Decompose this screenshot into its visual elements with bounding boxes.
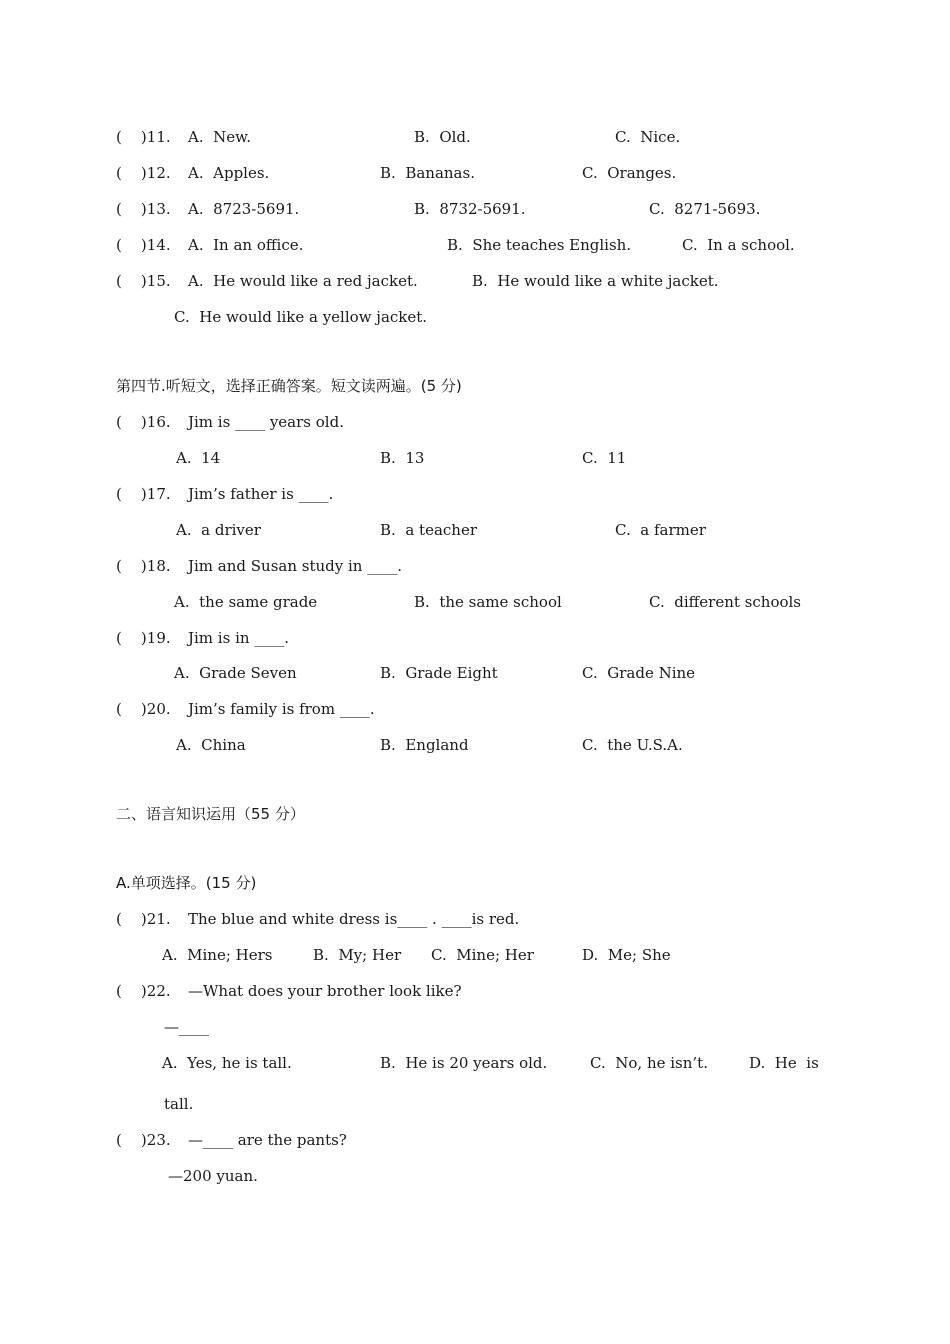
q13-number: ( )13. (116, 200, 171, 218)
q17-option-a: A. a driver (176, 521, 261, 539)
q19-number: ( )19. (116, 629, 171, 647)
q13-option-c: C. 8271-5693. (649, 200, 761, 218)
q12-option-a: A. Apples. (188, 164, 270, 182)
q21-option-c: C. Mine; Her (431, 946, 534, 964)
q13-option-b: B. 8732-5691. (414, 200, 526, 218)
q17-option-b: B. a teacher (380, 521, 477, 539)
q21-option-a: A. Mine; Hers (162, 946, 273, 964)
q16-option-c: C. 11 (582, 449, 627, 467)
q21-option-b: B. My; Her (313, 946, 402, 964)
q23-reply: —200 yuan. (168, 1167, 258, 1185)
q17-number: ( )17. (116, 485, 171, 503)
q14-option-c: C. In a school. (682, 236, 795, 254)
q11-option-b: B. Old. (414, 128, 471, 146)
q15-option-b: B. He would like a white jacket. (472, 272, 719, 290)
q14-option-b: B. She teaches English. (447, 236, 632, 254)
part-a-heading: A.单项选择。(15 分) (116, 874, 257, 892)
q21-number: ( )21. (116, 910, 171, 928)
q23-stem: —____ are the pants? (188, 1131, 347, 1149)
q17-stem: Jim’s father is ____. (188, 485, 334, 503)
q22-option-a: A. Yes, he is tall. (162, 1054, 292, 1072)
q14-option-a: A. In an office. (188, 236, 304, 254)
section-4-heading: 第四节.听短文，选择正确答案。短文读两遍。(5 分) (116, 377, 462, 395)
q18-option-b: B. the same school (414, 593, 562, 611)
q18-number: ( )18. (116, 557, 171, 575)
q21-stem: The blue and white dress is____ . ____is red. (188, 910, 520, 928)
q18-option-a: A. the same grade (174, 593, 318, 611)
q15-number: ( )15. (116, 272, 171, 290)
q22-option-d-continued: tall. (164, 1095, 194, 1113)
q13-option-a: A. 8723-5691. (188, 200, 300, 218)
part-2-heading: 二、语言知识运用（55 分） (116, 805, 305, 823)
q11-number: ( )11. (116, 128, 171, 146)
q16-option-a: A. 14 (176, 449, 221, 467)
q19-option-b: B. Grade Eight (380, 664, 498, 682)
q12-option-c: C. Oranges. (582, 164, 677, 182)
q20-option-a: A. China (176, 736, 246, 754)
q22-option-d: D. He is (749, 1054, 819, 1072)
q18-option-c: C. different schools (649, 593, 801, 611)
q22-number: ( )22. (116, 982, 171, 1000)
q23-number: ( )23. (116, 1131, 171, 1149)
q21-option-d: D. Me; She (582, 946, 671, 964)
q19-stem: Jim is in ____. (188, 629, 290, 647)
q15-option-a: A. He would like a red jacket. (188, 272, 418, 290)
q14-number: ( )14. (116, 236, 171, 254)
q17-option-c: C. a farmer (615, 521, 706, 539)
q12-option-b: B. Bananas. (380, 164, 475, 182)
q11-option-a: A. New. (188, 128, 251, 146)
q20-number: ( )20. (116, 700, 171, 718)
q22-option-c: C. No, he isn’t. (590, 1054, 708, 1072)
q22-option-b: B. He is 20 years old. (380, 1054, 548, 1072)
q19-option-c: C. Grade Nine (582, 664, 696, 682)
q15-option-c: C. He would like a yellow jacket. (174, 308, 428, 326)
q11-option-c: C. Nice. (615, 128, 681, 146)
q16-option-b: B. 13 (380, 449, 425, 467)
q20-option-b: B. England (380, 736, 469, 754)
q12-number: ( )12. (116, 164, 171, 182)
q20-option-c: C. the U.S.A. (582, 736, 683, 754)
q20-stem: Jim’s family is from ____. (188, 700, 375, 718)
q16-number: ( )16. (116, 413, 171, 431)
q19-option-a: A. Grade Seven (174, 664, 297, 682)
q22-stem: —What does your brother look like? (188, 982, 462, 1000)
q22-reply: —____ (164, 1018, 209, 1036)
q18-stem: Jim and Susan study in ____. (188, 557, 403, 575)
q16-stem: Jim is ____ years old. (188, 413, 344, 431)
